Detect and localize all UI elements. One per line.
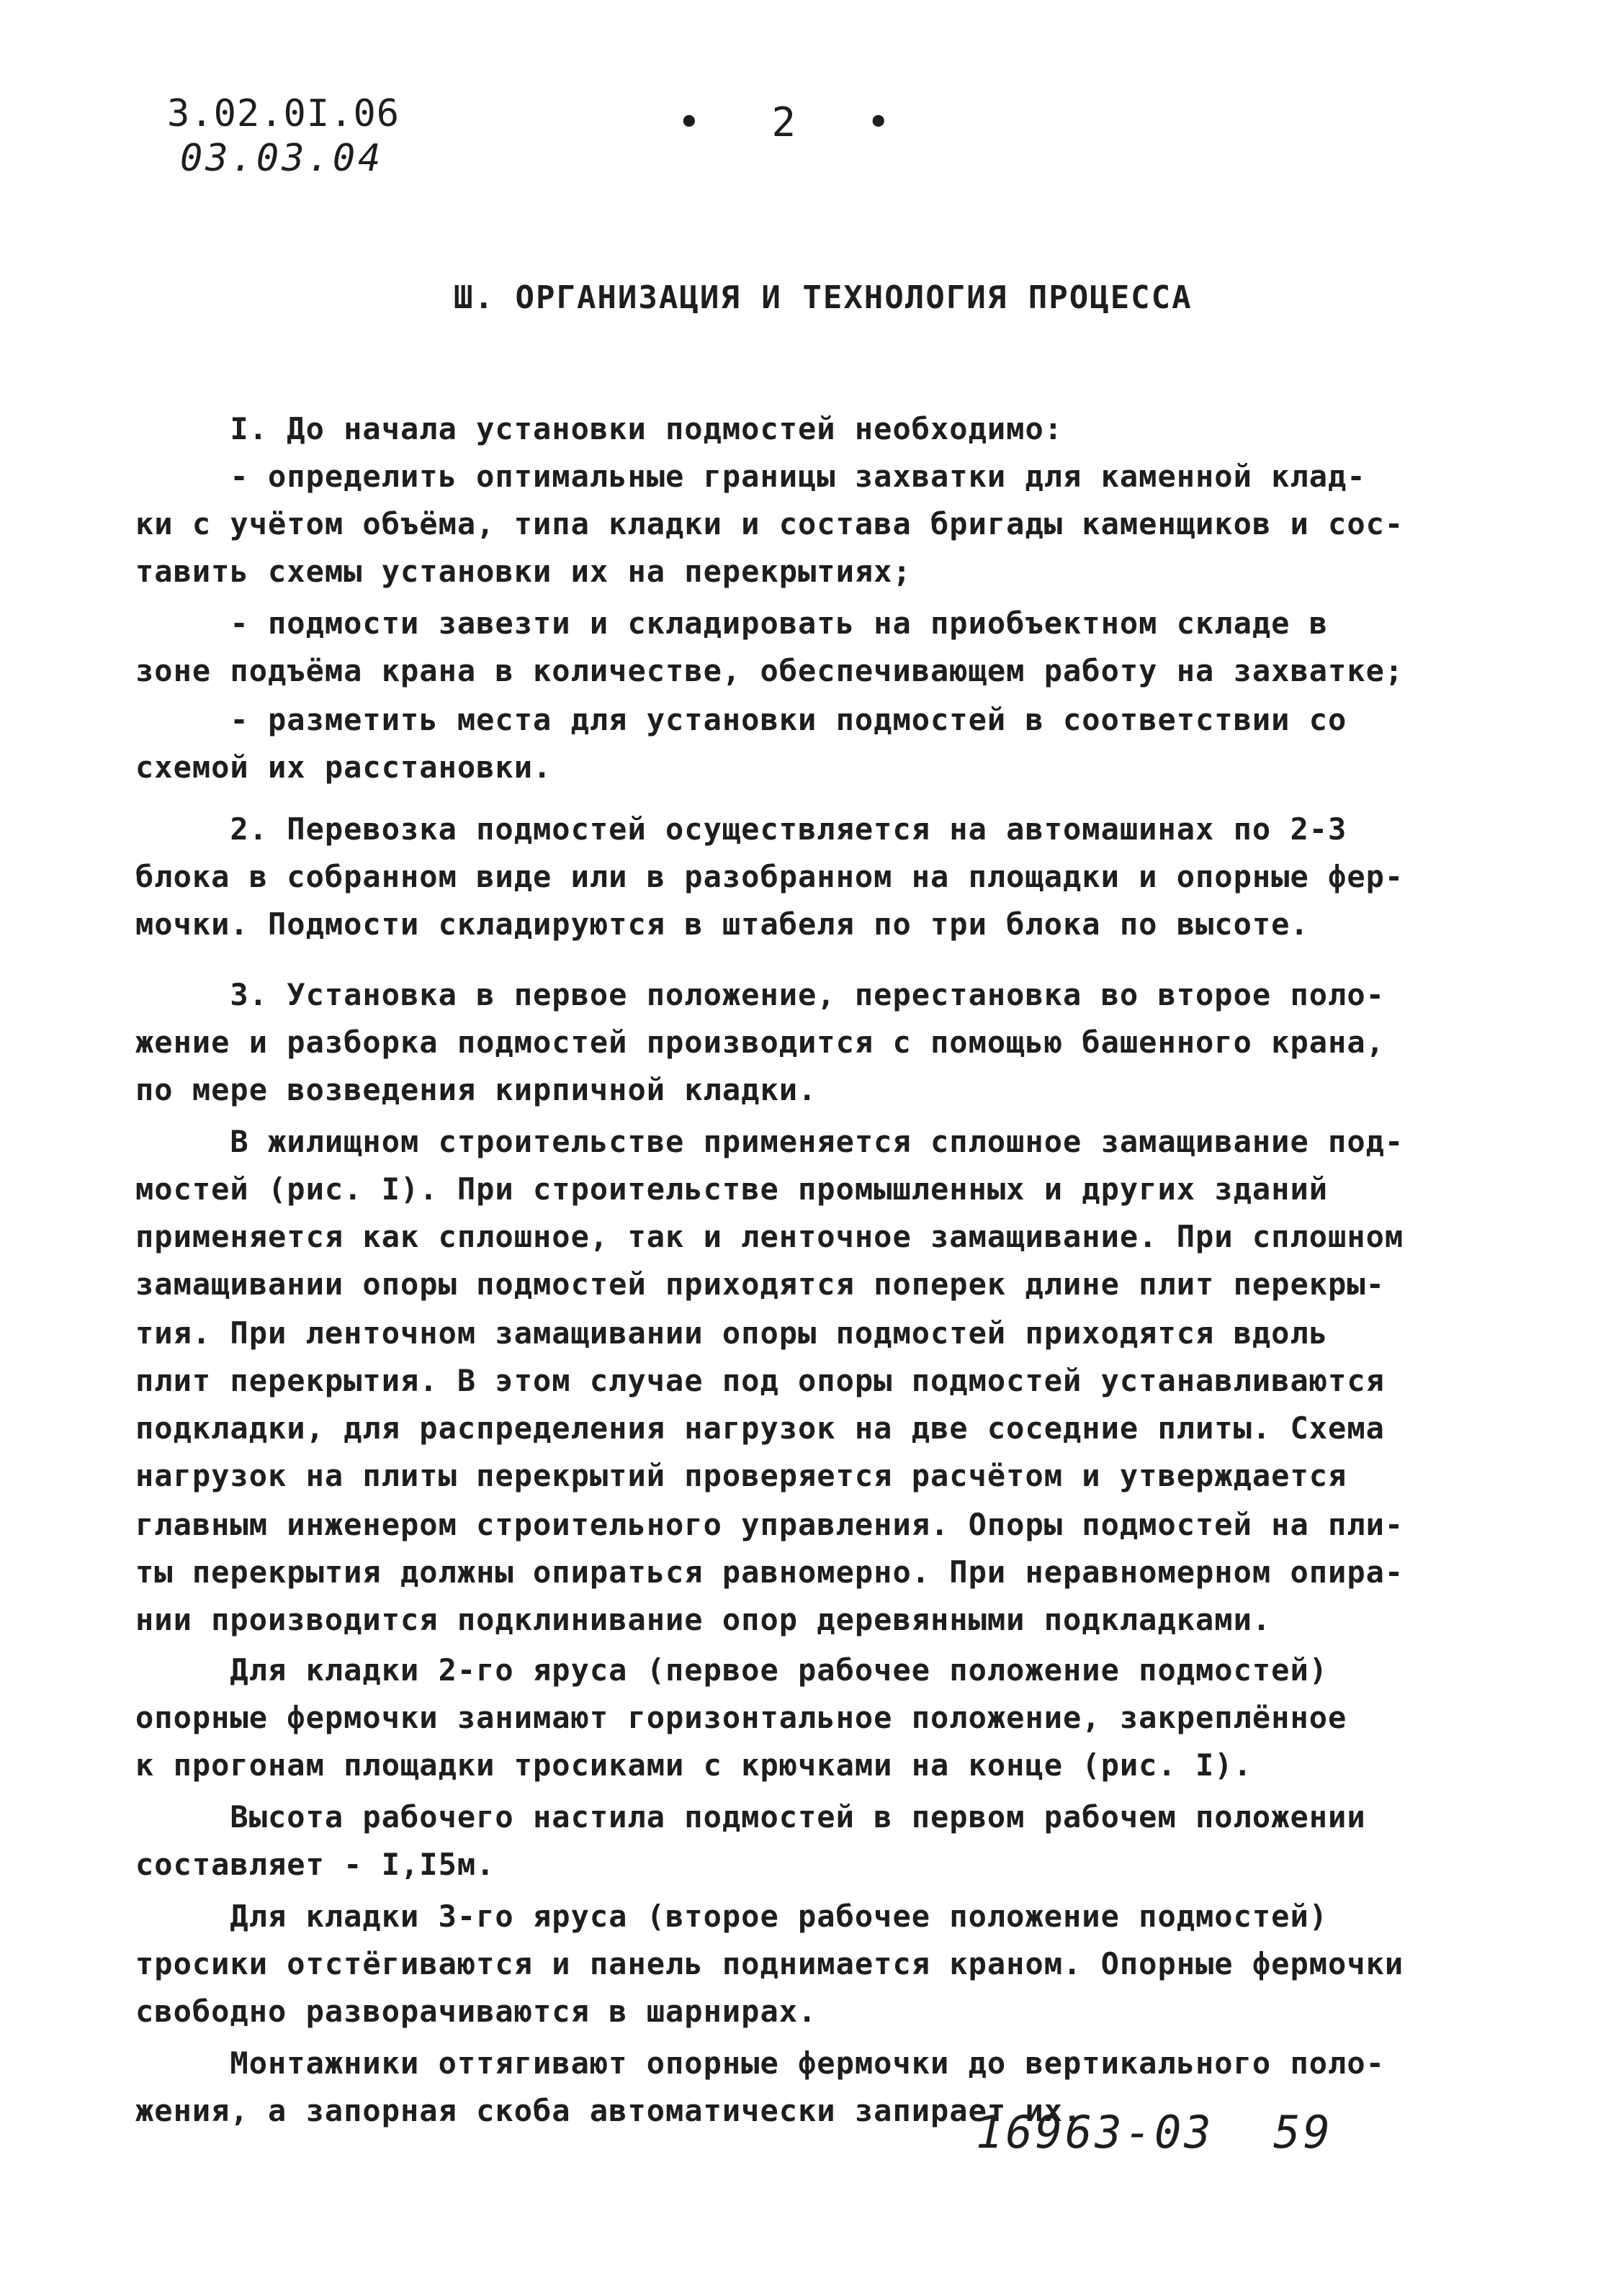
body-line: свободно разворачиваются в шарнирах. bbox=[135, 1994, 817, 2029]
body-line: к прогонам площадки тросиками с крючками на конце (рис. I). bbox=[135, 1747, 1252, 1783]
body-line: - подмости завезти и складировать на приобъектном складе в bbox=[135, 605, 1329, 641]
document-date: 03.03.04 bbox=[180, 137, 384, 180]
body-line: по мере возведения кирпичной кладки. bbox=[135, 1072, 817, 1107]
body-line: Для кладки 2-го яруса (первое рабочее положение подмостей) bbox=[135, 1652, 1329, 1688]
body-line: составляет - I,I5м. bbox=[135, 1847, 495, 1882]
body-line: Высота рабочего настила подмостей в первом рабочем положении bbox=[135, 1799, 1366, 1834]
body-line: - разметить места для установки подмостей в соответствии со bbox=[135, 702, 1347, 737]
body-line: 2. Перевозка подмостей осуществляется на автомашинах по 2-3 bbox=[135, 811, 1347, 847]
body-line: опорные фермочки занимают горизонтальное положение, закреплённое bbox=[135, 1700, 1347, 1735]
body-line: зоне подъёма крана в количестве, обеспечивающем работу на захватке; bbox=[135, 653, 1404, 688]
handwritten-archive-number: 16963-03 59 bbox=[976, 2106, 1333, 2158]
body-line: I. До начала установки подмостей необходимо: bbox=[135, 411, 1064, 446]
body-line: блока в собранном виде или в разобранном на площадки и опорные фер- bbox=[135, 859, 1404, 894]
body-line: применяется как сплошное, так и ленточное замащивание. При сплошном bbox=[135, 1219, 1404, 1254]
body-line: жения, а запорная скоба автоматически запирает их. bbox=[135, 2093, 1082, 2128]
body-line: - определить оптимальные границы захватки для каменной клад- bbox=[135, 459, 1366, 494]
body-line: тавить схемы установки их на перекрытиях; bbox=[135, 554, 912, 589]
body-line: Монтажники оттягивают опорные фермочки до вертикального поло- bbox=[135, 2045, 1385, 2081]
body-line: схемой их расстановки. bbox=[135, 749, 552, 785]
body-line: нагрузок на плиты перекрытий проверяется расчётом и утверждается bbox=[135, 1458, 1347, 1493]
body-line: мостей (рис. I). При строительстве промышленных и других зданий bbox=[135, 1171, 1329, 1207]
body-line: подкладки, для распределения нагрузок на две соседние плиты. Схема bbox=[135, 1410, 1385, 1446]
body-line: мочки. Подмости складируются в штабеля по три блока по высоте. bbox=[135, 906, 1309, 942]
body-line: плит перекрытия. В этом случае под опоры подмостей устанавливаются bbox=[135, 1363, 1385, 1398]
body-line: ки с учётом объёма, типа кладки и состава бригады каменщиков и сос- bbox=[135, 506, 1404, 541]
body-line: замащивании опоры подмостей приходятся поперек длине плит перекры- bbox=[135, 1266, 1385, 1302]
body-line: тия. При ленточном замащивании опоры подмостей приходятся вдоль bbox=[135, 1315, 1329, 1351]
body-line: Для кладки 3-го яруса (второе рабочее положение подмостей) bbox=[135, 1899, 1329, 1934]
document-code: 3.02.0I.06 bbox=[167, 92, 400, 135]
page-number: • 2 • bbox=[677, 99, 914, 146]
body-line: жение и разборка подмостей производится с помощью башенного крана, bbox=[135, 1025, 1385, 1060]
body-line: ты перекрытия должны опираться равномерно. При неравномерном опира- bbox=[135, 1554, 1404, 1590]
section-title: Ш. ОРГАНИЗАЦИЯ И ТЕХНОЛОГИЯ ПРОЦЕССА bbox=[454, 279, 1193, 316]
body-line: тросики отстёгиваются и панель поднимается краном. Опорные фермочки bbox=[135, 1946, 1404, 1981]
body-line: нии производится подклинивание опор деревянными подкладками. bbox=[135, 1602, 1272, 1637]
body-line: 3. Установка в первое положение, перестановка во второе поло- bbox=[135, 977, 1385, 1012]
body-line: В жилищном строительстве применяется сплошное замащивание под- bbox=[135, 1124, 1404, 1159]
body-line: главным инженером строительного управления. Опоры подмостей на пли- bbox=[135, 1507, 1404, 1542]
